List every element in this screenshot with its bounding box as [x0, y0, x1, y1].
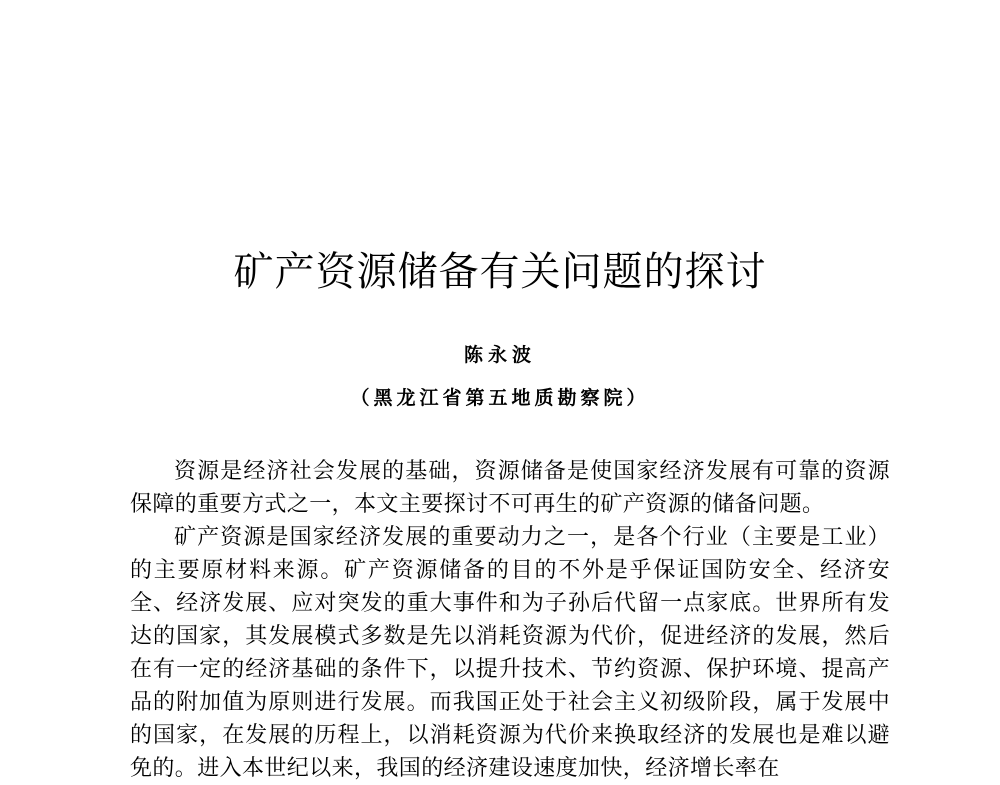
author-name: 陈永波: [463, 344, 536, 366]
author-affiliation: （黑龙江省第五地质勘察院）: [350, 387, 650, 409]
paragraph: 资源是经济社会发展的基础，资源储备是使国家经济发展有可靠的资源保障的重要方式之一，本文主要探讨不可再生的矿产资源的储备问题。: [130, 459, 890, 517]
document-title: 矿产资源储备有关问题的探讨: [233, 249, 767, 295]
document-body: [130, 455, 890, 785]
paragraph: 矿产资源是国家经济发展的重要动力之一，是各个行业（主要是工业）的主要原材料来源。矿产资源储备的目的不外是乎保证国防安全、经济安全、经济发展、应对突发的重大事件和为子孙后代留一点家底。世界所有发达的国家，其发展模式多数是先以消耗资源为代价，促进经济的发展，然后在有一定的经济基础的条件下，以提升技术、节约资源、保护环境、提高产品的附加值为原则进行发展。而我国正处于社会主义初级阶段，属于发展中的国家，在发展的历程上，以消耗资源为代价来换取经济的发展也是难以避免的。进入本世纪以来，我国的经济建设速度加快，经济增长率在: [130, 525, 890, 781]
